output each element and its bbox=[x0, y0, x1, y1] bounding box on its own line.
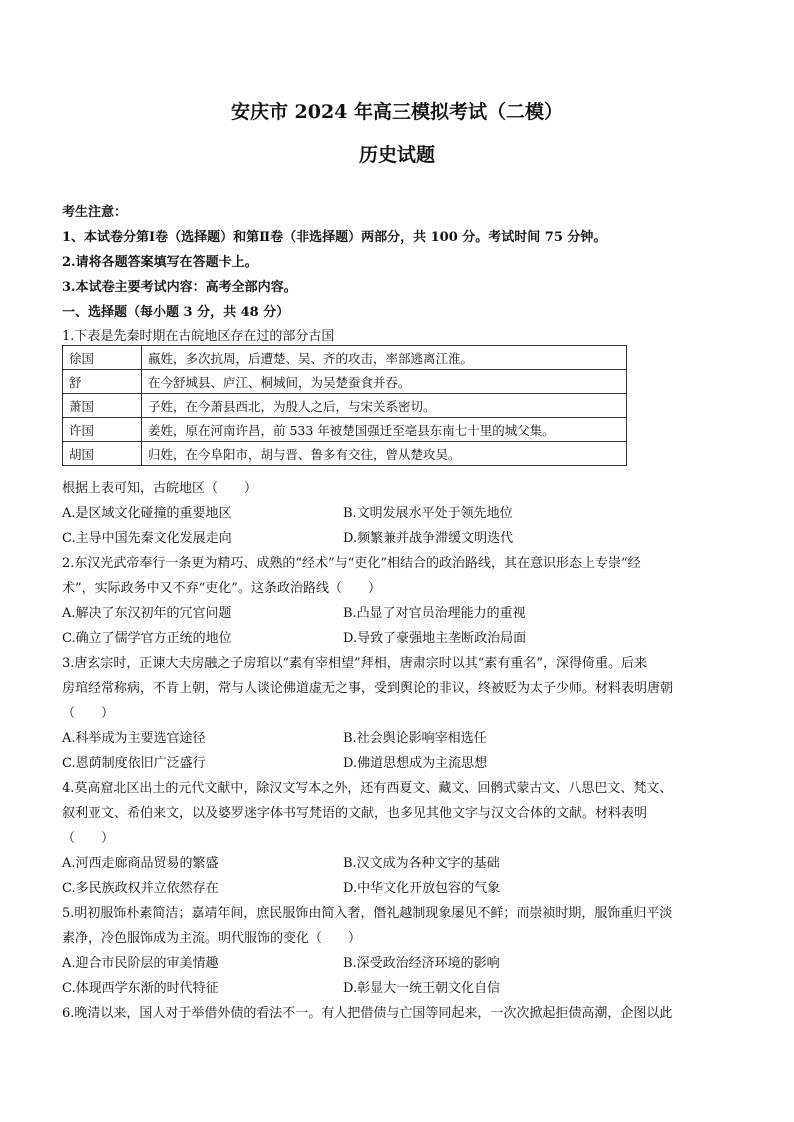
notice-item-1: 1、本试卷分第Ⅰ卷（选择题）和第Ⅱ卷（非选择题）两部分，共 100 分。考试时间 75 分钟。 bbox=[62, 230, 607, 245]
q3-option-a: A.科举成为主要选官途径 bbox=[62, 731, 206, 746]
q5-option-c: C.体现西学东渐的时代特征 bbox=[62, 981, 219, 996]
q6-line-1: 6.晚清以来，国人对于举借外债的看法不一。有人把借债与亡国等同起来，一次次掀起拒债高潮，企图以此 bbox=[62, 1006, 673, 1021]
section-heading: 一、选择题（每小题 3 分，共 48 分） bbox=[62, 305, 290, 320]
table-row bbox=[63, 418, 627, 442]
q4-line-2: 叙利亚文、希伯来文，以及婆罗迷字体书写梵语的文献，也多见其他文字与汉文合体的文献。材料表明 bbox=[62, 806, 648, 821]
table-row bbox=[63, 442, 627, 466]
q3-option-c: C.恩荫制度依旧广泛盛行 bbox=[62, 756, 206, 771]
state-desc: 子姓，在今萧县西北，为殷人之后，与宋关系密切。 bbox=[142, 394, 627, 418]
q1-ask: 根据上表可知，古皖地区（ ） bbox=[62, 481, 258, 496]
state-name: 徐国 bbox=[63, 346, 142, 370]
q2-line-1: 2.东汉光武帝奉行一条更为精巧、成熟的“经术”与“吏化”相结合的政治路线，其在意识形态上专崇“经 bbox=[62, 556, 641, 571]
state-desc: 归姓，在今阜阳市，胡与晋、鲁多有交往，曾从楚攻吴。 bbox=[142, 442, 627, 466]
table-row bbox=[63, 394, 627, 418]
notice-heading: 考生注意： bbox=[62, 205, 128, 220]
exam-title: 安庆市 2024 年高三模拟考试（二模） bbox=[230, 101, 564, 123]
q4-option-d: D.中华文化开放包容的气象 bbox=[343, 881, 501, 896]
q5-line-2: 素净，冷色服饰成为主流。明代服饰的变化（ ） bbox=[62, 931, 362, 946]
q3-option-d: D.佛道思想成为主流思想 bbox=[343, 756, 488, 771]
q4-option-b: B.汉文成为各种文字的基础 bbox=[343, 856, 500, 871]
q4-line-3: （ ） bbox=[62, 831, 115, 846]
state-name: 萧国 bbox=[63, 394, 142, 418]
q5-option-a: A.迎合市民阶层的审美情趣 bbox=[62, 956, 219, 971]
q3-option-b: B.社会舆论影响宰相选任 bbox=[343, 731, 487, 746]
state-name: 胡国 bbox=[63, 442, 142, 466]
q4-line-1: 4.莫高窟北区出土的元代文献中，除汉文写本之外，还有西夏文、藏文、回鹘式蒙古文、八思巴文、梵文、 bbox=[62, 781, 673, 796]
q2-option-a: A.解决了东汉初年的冗官问题 bbox=[62, 606, 232, 621]
q1-stem: 1.下表是先秦时期在古皖地区存在过的部分古国 bbox=[62, 329, 335, 344]
q4-option-a: A.河西走廊商品贸易的繁盛 bbox=[62, 856, 219, 871]
state-name: 许国 bbox=[63, 418, 142, 442]
notice-item-2: 2.请将各题答案填写在答题卡上。 bbox=[62, 255, 258, 270]
q2-option-d: D.导致了豪强地主垄断政治局面 bbox=[343, 631, 527, 646]
q1-option-c: C.主导中国先秦文化发展走向 bbox=[62, 531, 232, 546]
q1-option-b: B.文明发展水平处于领先地位 bbox=[343, 506, 513, 521]
q1-option-a: A.是区域文化碰撞的重要地区 bbox=[62, 506, 232, 521]
subject-title: 历史试题 bbox=[358, 144, 435, 166]
q2-option-b: B.凸显了对官员治理能力的重视 bbox=[343, 606, 526, 621]
q5-line-1: 5.明初服饰朴素简洁；嘉靖年间，庶民服饰由简入奢，僭礼越制现象屡见不鲜；而崇祯时期，服饰重归平淡 bbox=[62, 906, 673, 921]
q3-line-1: 3.唐玄宗时，正谏大夫房融之子房琯以“素有宰相望”拜相，唐肃宗时以其“素有重名”，深得倚重。后来 bbox=[62, 656, 647, 671]
state-desc: 嬴姓，多次抗周，后遭楚、吴、齐的攻击，率部逃离江淮。 bbox=[142, 346, 627, 370]
table-row bbox=[63, 346, 627, 370]
table-row bbox=[63, 370, 627, 394]
state-name: 舒 bbox=[63, 370, 142, 394]
notice-item-3: 3.本试卷主要考试内容：高考全部内容。 bbox=[62, 280, 297, 295]
q3-line-3: （ ） bbox=[62, 706, 115, 721]
q2-option-c: C.确立了儒学官方正统的地位 bbox=[62, 631, 232, 646]
state-desc: 在今舒城县、庐江、桐城间，为吴楚蚕食并吞。 bbox=[142, 370, 627, 394]
ancient-states-table bbox=[62, 345, 627, 466]
q3-line-2: 房琯经常称病，不肯上朝，常与人谈论佛道虚无之事，受到舆论的非议，终被贬为太子少师。材料表明唐朝 bbox=[62, 681, 674, 696]
q1-option-d: D.频繁兼并战争滞缓文明迭代 bbox=[343, 531, 514, 546]
q2-line-2: 术”，实际政务中又不弃“吏化”。这条政治路线（ ） bbox=[62, 581, 381, 596]
q4-option-c: C.多民族政权并立依然存在 bbox=[62, 881, 219, 896]
q5-option-b: B.深受政治经济环境的影响 bbox=[343, 956, 500, 971]
state-desc: 姜姓，原在河南许昌，前 533 年被楚国强迁至亳县东南七十里的城父集。 bbox=[142, 418, 627, 442]
q5-option-d: D.彰显大一统王朝文化自信 bbox=[343, 981, 501, 996]
